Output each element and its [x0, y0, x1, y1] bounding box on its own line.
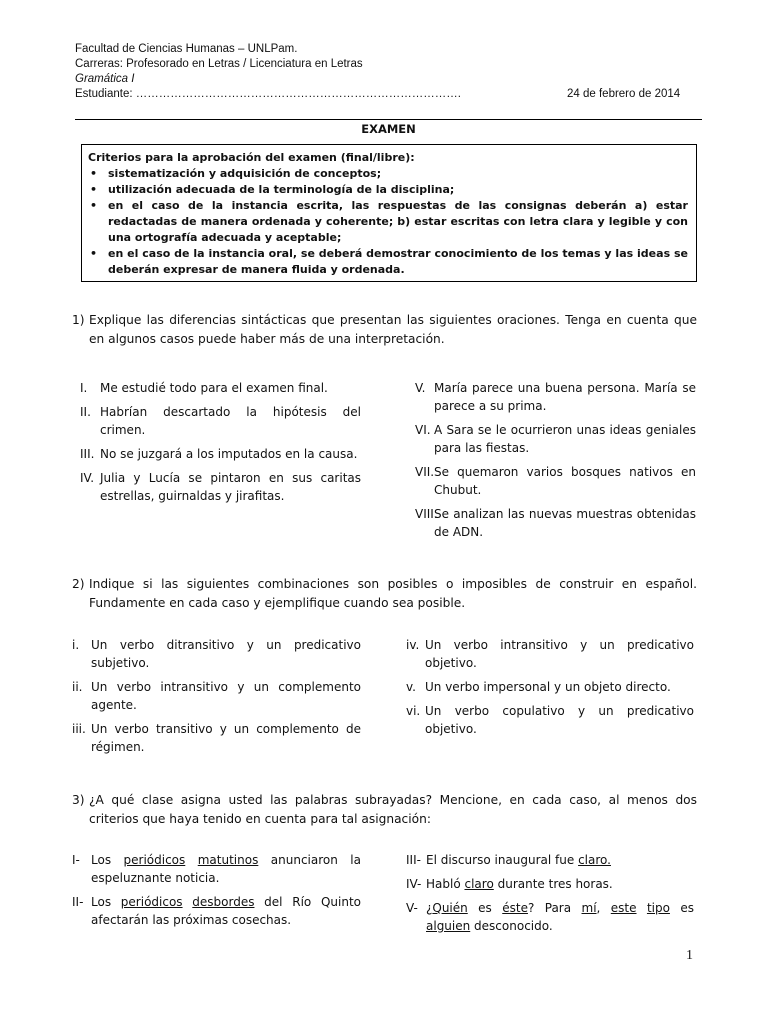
careers-line: Carreras: Profesorado en Letras / Licenciatura en Letras	[75, 58, 363, 70]
criteria-box	[81, 144, 697, 282]
item-number: IV.	[80, 471, 95, 485]
item-number: iii.	[72, 722, 86, 736]
exam-date: 24 de febrero de 2014	[567, 88, 681, 100]
item-number: II.	[80, 405, 91, 419]
list-item	[415, 379, 696, 415]
item-number: i.	[72, 638, 80, 652]
item-text	[72, 851, 361, 887]
item-text: Un verbo intransitivo y un complemento agente.	[91, 680, 361, 712]
text-run: Los	[91, 853, 124, 867]
criteria-item: • sistematización y adquisición de conceptos;	[88, 166, 688, 182]
list-item	[72, 720, 361, 756]
item-text	[406, 875, 694, 893]
text-run: es	[669, 901, 694, 915]
list-item	[80, 379, 361, 397]
item-text: Julia y Lucía se pintaron en sus caritas estrellas, guirnaldas y jirafitas.	[100, 471, 361, 503]
list-item	[80, 403, 361, 439]
list-item	[406, 678, 694, 696]
list-item	[80, 469, 361, 505]
underlined-word: claro	[464, 877, 494, 891]
text-run: Los	[91, 895, 121, 909]
underlined-word: alguien	[426, 919, 471, 933]
text-run	[637, 901, 647, 915]
item-text: Un verbo transitivo y un complemento de régimen.	[91, 722, 361, 754]
list-item	[72, 678, 361, 714]
text-run: ,	[596, 901, 611, 915]
list-item	[415, 505, 696, 541]
text-run	[185, 853, 197, 867]
underlined-word: periódicos	[123, 853, 186, 867]
q3-left-column	[72, 851, 361, 935]
question-number: 1)	[72, 313, 85, 327]
header-divider	[75, 119, 702, 120]
list-item	[406, 636, 694, 672]
text-run	[183, 895, 193, 909]
q2-left-column	[72, 636, 361, 762]
item-text: Me estudié todo para el examen final.	[100, 381, 328, 395]
student-line: Estudiante: ………………………………………………………………………….	[75, 88, 461, 100]
item-number: II-	[72, 895, 84, 909]
question-text: Explique las diferencias sintácticas que presentan las siguientes oraciones. Tenga en cuenta que en algunos casos puede haber más de una interpretación.	[89, 313, 697, 346]
list-item	[415, 463, 696, 499]
item-number: III.	[80, 447, 95, 461]
item-number: III-	[406, 853, 421, 867]
item-number: IV-	[406, 877, 422, 891]
item-number: V-	[406, 901, 418, 915]
underlined-word: claro.	[578, 853, 611, 867]
list-item	[406, 899, 694, 935]
underlined-word: mí	[581, 901, 597, 915]
item-number: VII.	[415, 465, 435, 479]
item-text: Un verbo copulativo y un predicativo objetivo.	[425, 704, 694, 736]
list-item	[406, 851, 694, 869]
criteria-item: • utilización adecuada de la terminología de la disciplina;	[88, 182, 688, 198]
q1-right-column	[415, 379, 696, 547]
item-number: ii.	[72, 680, 83, 694]
underlined-word: periódicos	[120, 895, 183, 909]
criteria-item: • en el caso de la instancia escrita, las respuestas de las consignas deberán a) estar redactadas de manera ordenada y coherente; b) estar escritas con letra clara y legible y con una ortografía adecuada y aceptable;	[88, 198, 688, 246]
page-number: 1	[686, 948, 693, 963]
text-run: del Río Quinto afectarán las próximas cosechas.	[91, 895, 361, 927]
item-number: I.	[80, 381, 88, 395]
question-2	[72, 575, 697, 613]
underlined-word: éste	[502, 901, 528, 915]
list-item	[72, 851, 361, 887]
faculty-line: Facultad de Ciencias Humanas – UNLPam.	[75, 43, 298, 55]
item-text: A Sara se le ocurrieron unas ideas geniales para las fiestas.	[434, 423, 696, 455]
underlined-word: este	[610, 901, 637, 915]
text-run: durante tres horas.	[493, 877, 613, 891]
underlined-word: matutinos	[197, 853, 259, 867]
text-run: ? Para	[527, 901, 582, 915]
text-run: ¿	[426, 901, 433, 915]
list-item	[72, 893, 361, 929]
item-text: Un verbo impersonal y un objeto directo.	[425, 680, 671, 694]
item-number: vi.	[406, 704, 421, 718]
course-name: Gramática I	[75, 73, 135, 85]
q1-left-column	[80, 379, 361, 511]
item-text: Un verbo ditransitivo y un predicativo subjetivo.	[91, 638, 361, 670]
criteria-list	[88, 166, 688, 278]
item-text	[72, 893, 361, 929]
item-text	[406, 899, 694, 935]
criteria-heading: Criterios para la aprobación del examen (final/libre):	[88, 151, 415, 164]
item-text: Un verbo intransitivo y un predicativo objetivo.	[425, 638, 694, 670]
item-text: Se quemaron varios bosques nativos en Chubut.	[434, 465, 696, 497]
item-number: v.	[406, 680, 416, 694]
criteria-item: • en el caso de la instancia oral, se deberá demostrar conocimiento de los temas y las ideas se deberán expresar de manera fluida y ordenada.	[88, 246, 688, 278]
question-3	[72, 791, 697, 829]
list-item	[415, 421, 696, 457]
question-text: ¿A qué clase asigna usted las palabras subrayadas? Mencione, en cada caso, al menos dos criterios que haya tenido en cuenta para tal asignación:	[89, 793, 697, 826]
question-text: Indique si las siguientes combinaciones son posibles o imposibles de construir en español. Fundamente en cada caso y ejemplifique cuando sea posible.	[89, 577, 697, 610]
text-run: es	[467, 901, 503, 915]
text-run: desconocido.	[470, 919, 553, 933]
question-number: 2)	[72, 577, 85, 591]
item-text: Se analizan las nuevas muestras obtenidas de ADN.	[434, 507, 696, 539]
q2-right-column	[406, 636, 694, 744]
item-number: iv.	[406, 638, 420, 652]
item-number: V.	[415, 381, 426, 395]
list-item	[72, 636, 361, 672]
list-item	[406, 702, 694, 738]
underlined-word: desbordes	[192, 895, 255, 909]
underlined-word: Quién	[432, 901, 468, 915]
question-1	[72, 311, 697, 349]
item-number: VI.	[415, 423, 431, 437]
item-number: VIII.	[415, 507, 438, 521]
text-run: El discurso inaugural fue	[426, 853, 579, 867]
list-item	[80, 445, 361, 463]
text-run: anunciaron la espeluznante noticia.	[91, 853, 361, 885]
item-text: María parece una buena persona. María se parece a su prima.	[434, 381, 696, 413]
item-text	[406, 851, 694, 869]
item-number: I-	[72, 853, 80, 867]
item-text: No se juzgará a los imputados en la causa.	[100, 447, 358, 461]
question-number: 3)	[72, 793, 85, 807]
list-item	[406, 875, 694, 893]
underlined-word: tipo	[646, 901, 670, 915]
q3-right-column	[406, 851, 694, 941]
exam-title: EXAMEN	[361, 122, 416, 136]
text-run: Habló	[426, 877, 465, 891]
course-line	[75, 72, 134, 87]
item-text: Habrían descartado la hipótesis del crimen.	[100, 405, 361, 437]
